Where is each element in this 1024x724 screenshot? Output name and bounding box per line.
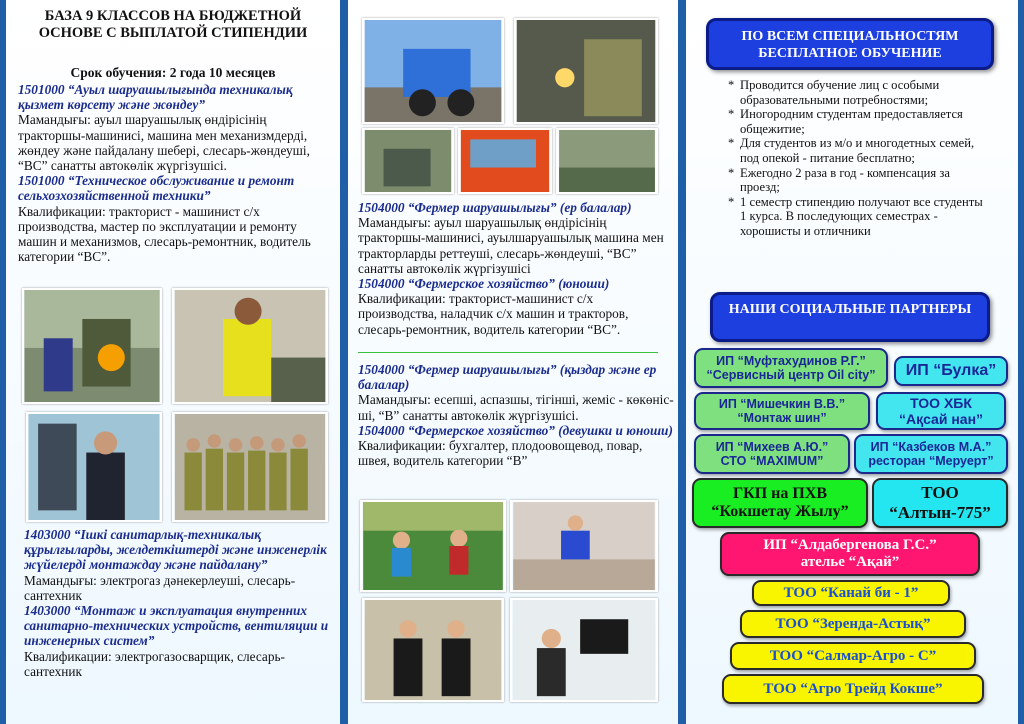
photo-welder (514, 18, 658, 124)
partner-zerenda-astyk (740, 610, 966, 638)
middle-panel (348, 0, 678, 724)
specialty-text: Мамандығы: ауыл шаруашылық өндірісінің тракторшы-машинисі, машина мен механизмдерді, жөндеу және пайдалану шебері, слесарь-жөндеуші, “ВС” санатты автокөлік жүргізушісі. (18, 112, 310, 174)
partner-name: ТОО (921, 483, 959, 502)
partner-subtitle: ресторан “Меруерт” (868, 454, 994, 468)
benefit-item: * Ежегодно 2 раза в год - компенсация за проезд; (728, 166, 988, 195)
partner-aldabergenova (720, 532, 980, 576)
left-panel (6, 0, 340, 724)
specialty-1504000-boys (358, 200, 674, 337)
photo-tractor (362, 18, 504, 124)
photo-truck-cab (458, 128, 552, 194)
specialty-1403000 (24, 527, 340, 679)
partner-name: ТОО “Агро Трейд Кокше” (763, 680, 943, 697)
partner-subtitle: СТО “MAXIMUM” (720, 454, 824, 468)
partner-muftakhudinov (694, 348, 888, 388)
benefit-item: * Иногородним студентам предоставляется общежитие; (728, 107, 988, 136)
partner-subtitle: “Ақсай нан” (898, 411, 984, 427)
specialty-1504000-girls (358, 362, 674, 468)
partner-subtitle: ателье “Ақай” (800, 554, 900, 570)
photo-vegetable-field (360, 500, 506, 592)
specialty-text: Мамандығы: электрогаз дәнекерлеуші, слесарь-сантехник (24, 572, 296, 603)
photo-computer-class (510, 598, 658, 702)
benefit-item: * Для студентов из м/о и многодетных семей, под опекой - питание бесплатно; (728, 136, 988, 165)
specialty-text: Мамандығы: ауыл шаруашылық өндірісінің тракторшы-машинисі, ауылшаруашылық машина мен тракторларды реттеуші, слесарь-жөндеуші, “ВС” санатты автокөлік жүргізушісі (358, 215, 664, 276)
photo-drilling-machine (26, 412, 162, 522)
benefit-item: * 1 семестр стипендию получают все студенты 1 курса. В последующих семестрах - хорошисты и отличники (728, 195, 988, 239)
partners-banner: НАШИ СОЦИАЛЬНЫЕ ПАРТНЕРЫ (710, 292, 990, 342)
partner-name: ИП “Казбеков М.А.” (870, 440, 992, 454)
partner-altyn-775 (872, 478, 1008, 528)
partner-subtitle: “Кокшетау Жылу” (711, 503, 849, 520)
specialty-1501000-kz (18, 82, 336, 264)
partner-name: ТОО ХБК (910, 395, 972, 411)
specialty-title: 1504000 “Фермерское хозяйство” (юноши) (358, 276, 610, 292)
partner-subtitle: “Алтын-775” (889, 503, 991, 522)
partner-aksai-nan (876, 392, 1006, 430)
specialty-title: 1403000 “Монтаж и эксплуатация внутренних санитарно-технических устройств, вентиляции и инженерных систем” (24, 603, 329, 649)
partner-mishechkin (694, 392, 870, 430)
specialty-title: 1504000 “Фермер шаруашылығы” (қыздар және ер балалар) (358, 362, 657, 393)
photo-student-yellow-vest (172, 288, 328, 404)
partner-subtitle: “Сервисный центр Oil city” (706, 368, 876, 382)
partner-kanai-bi (752, 580, 950, 606)
partner-subtitle: “Монтаж шин” (737, 411, 827, 425)
right-panel (686, 0, 1018, 724)
partner-name: ИП “Мишечкин В.В.” (718, 397, 846, 411)
specialty-text: Квалификации: тракторист - машинист с/х производства, мастер по эксплуатации и ремонту машин и механизмов, слесарь-ремонтник, водитель категории “ВС”. (18, 203, 311, 265)
photo-cooks (362, 598, 504, 702)
partner-kazbekov (854, 434, 1008, 474)
specialty-title: 1504000 “Фермерское хозяйство” (девушки и юноши) (358, 422, 673, 438)
photo-welding-workshop (22, 288, 162, 404)
partner-name: ТОО “Зеренда-Астық” (775, 615, 931, 632)
duration: Срок обучения: 2 года 10 месяцев (70, 65, 276, 80)
photo-engine-class (362, 128, 454, 194)
partner-name: ГКП на ПХВ (732, 485, 828, 502)
photo-workshop-bench (556, 128, 658, 194)
photo-sewing-class (510, 500, 658, 592)
section-divider (358, 352, 658, 353)
specialty-text: Квалификации: бухгалтер, плодоовощевод, повар, швея, водитель категории “В” (358, 438, 643, 469)
specialty-text: Квалификации: тракторист-машинист с/х производства, наладчик с/х машин и тракторов, слесарь-ремонтник, водитель категории “ВС”. (358, 291, 629, 337)
partner-salmar-agro (730, 642, 976, 670)
specialty-text: Мамандығы: есепші, аспазшы, тігінші, жеміс - көкөнісші, “В” санатты автокөлік жүргізушісі. (358, 392, 674, 423)
partner-agro-treid (722, 674, 984, 704)
partner-name: ИП “Алдабергенова Г.С.” (763, 537, 937, 553)
free-education-banner: ПО ВСЕМ СПЕЦИАЛЬНОСТЯМ БЕСПЛАТНОЕ ОБУЧЕНИЕ (706, 18, 994, 70)
partner-name: ИП “Булка” (905, 362, 997, 379)
partner-kokshetau-zhylu (692, 478, 868, 528)
benefits-list (728, 78, 988, 239)
partner-name: ИП “Муфтахудинов Р.Г.” (716, 354, 866, 368)
specialty-text: Квалификации: электрогазосварщик, слесарь-сантехник (24, 648, 285, 679)
specialty-title: 1501000 “Техническое обслуживание и ремонт сельхозхозяйственной техники” (18, 173, 295, 204)
left-heading: БАЗА 9 КЛАССОВ НА БЮДЖЕТНОЙ ОСНОВЕ С ВЫПЛАТОЙ СТИПЕНДИИ (38, 8, 308, 41)
specialty-title: 1504000 “Фермер шаруашылығы” (ер балалар) (358, 200, 632, 215)
specialty-title: 1403000 “Ішкі санитарлық-техникалық құрылғыларды, желдеткіштерді және инженерлік жүйелерді монтаждау және пайдалану” (24, 527, 327, 573)
partner-name: ТОО “Канай би - 1” (783, 584, 919, 601)
specialty-title: 1501000 “Ауыл шаруашылығында техникалық қызмет көрсету және жөндеу” (18, 82, 293, 113)
partner-name: ТОО “Салмар-Агро - С” (769, 647, 937, 664)
photo-group-students (172, 412, 328, 522)
partner-bulka (894, 356, 1008, 386)
benefit-item: * Проводится обучение лиц с особыми образовательными потребностями; (728, 78, 988, 107)
partner-mikheev (694, 434, 850, 474)
partner-name: ИП “Михеев А.Ю.” (715, 440, 829, 454)
